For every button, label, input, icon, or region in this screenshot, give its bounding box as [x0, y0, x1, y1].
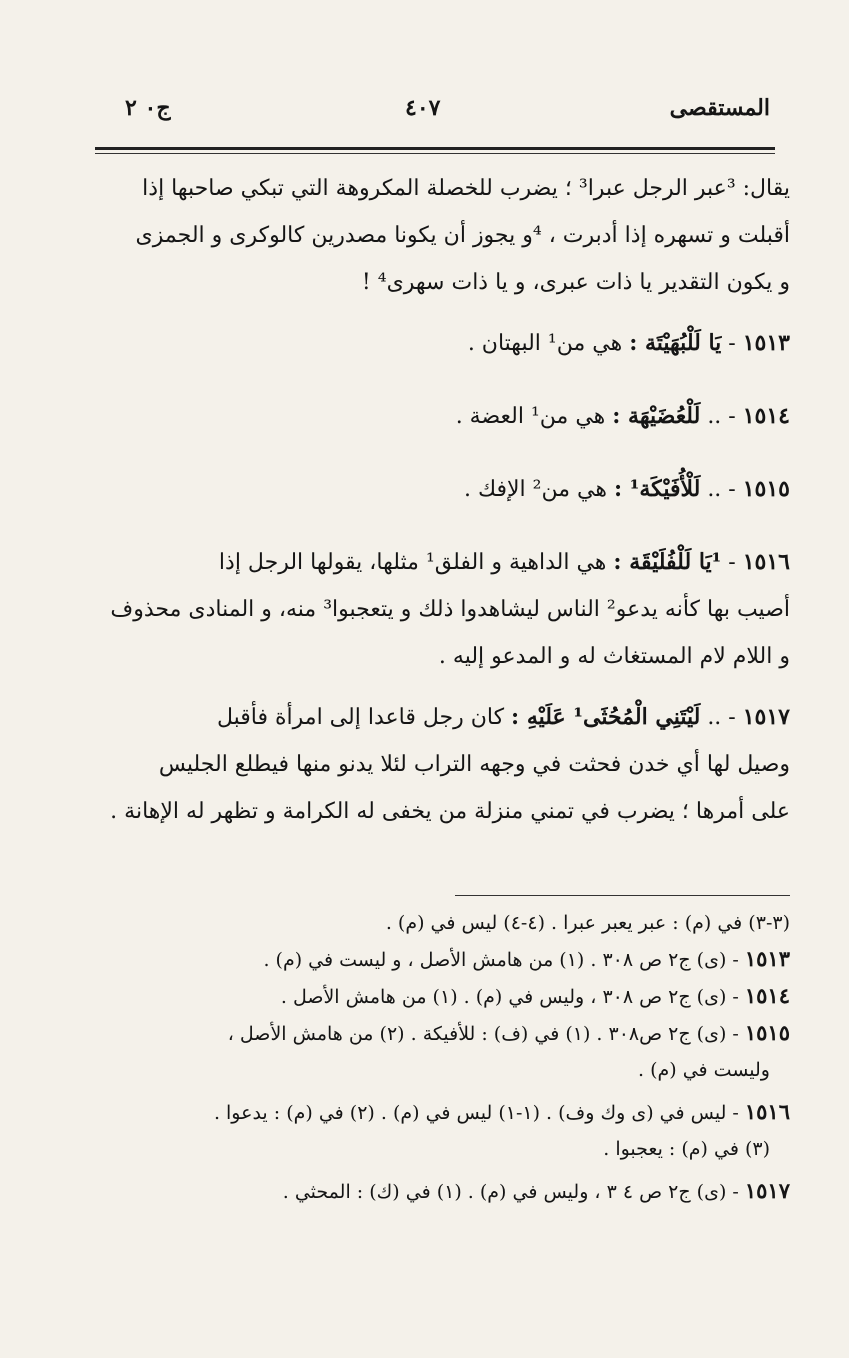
entry-text-line: على أمرها ؛ يضرب في تمني منزلة من يخفى له الكرامة و تظهر له الإهانة . — [110, 799, 790, 824]
entry-1516 — [100, 539, 790, 680]
entry-text: هي الداهية و الفلق¹ مثلها، يقولها الرجل إذا — [218, 550, 607, 575]
entry-text: كان رجل قاعدا إلى امرأة فأقبل — [216, 705, 505, 730]
entry-text-line: وصيل لها أي خدن فحثت في وجهه التراب لئلا يدنو منها فيطلع الجليس — [158, 752, 790, 777]
entry-1514 — [100, 393, 790, 440]
header-rule-thick — [95, 147, 775, 150]
footnote-1516 — [100, 1094, 790, 1131]
entry-number: ١٥١٣ — [742, 330, 790, 356]
footnote-text: - (ى) ج٢ ص ٣٠٨ ، وليس في (م) . (١) من هامش الأصل . — [280, 986, 739, 1008]
footnote-1517 — [100, 1173, 790, 1210]
entry-separator: - — [728, 331, 736, 356]
footnote-continuation: وليست في (م) . — [638, 1059, 770, 1081]
book-title: المستقصى — [669, 95, 770, 121]
entry-headword: ¹يَا لَلْفُلَيْقَة : — [613, 549, 722, 575]
entry-headword: لَلْأُفَيْكَة¹ : — [613, 476, 701, 502]
entry-number: ١٥١٥ — [742, 476, 790, 502]
footnote-number: ١٥١٦ — [744, 1099, 790, 1124]
entry-text-line: و اللام لام المستغاث له و المدعو إليه . — [438, 644, 790, 669]
footnote-divider — [455, 895, 790, 896]
footnote-number: ١٥١٣ — [744, 946, 790, 971]
entry-headword: يَا لَلْبُهَيْتَة : — [629, 330, 722, 356]
entry-1515 — [100, 466, 790, 513]
volume-number: ج٠ ٢ — [125, 95, 171, 121]
entry-text: هي من¹ البهتان . — [467, 331, 623, 356]
entry-headword: لَلْعُضَيْهَة : — [612, 403, 701, 429]
footnote-1515 — [100, 1015, 790, 1052]
entry-separator: - .. — [707, 404, 736, 429]
entry-1513 — [100, 320, 790, 367]
entry-text-line: أصيب بها كأنه يدعو² الناس ليشاهدوا ذلك و يتعجبوا³ منه، و المنادى محذوف — [110, 597, 790, 622]
running-header — [105, 95, 770, 135]
footnote-number: ١٥١٥ — [744, 1020, 790, 1045]
footnote-text: - (ى) ج٢ ص٣٠٨ . (١) في (ف) : للأفيكة . (٢) من هامش الأصل ، — [227, 1023, 739, 1045]
entry-headword: لَيْتَنِي الْمُحُثَى¹ عَلَيْهِ : — [511, 704, 701, 730]
footnote-text: - (ى) ج٢ ص ٤ ٣ ، وليس في (م) . (١) في (ك) : المحثي . — [282, 1181, 739, 1203]
intro-line: يقال: ³عبر الرجل عبرا³ ؛ يضرب للخصلة المكروهة التي تبكي صاحبها إذا — [142, 176, 790, 201]
main-text — [100, 165, 790, 835]
footnote-text: - ليس في (ى وك وف) . (١-١) ليس في (م) . (٢) في (م) : يدعوا . — [213, 1102, 739, 1124]
entry-number: ١٥١٤ — [742, 403, 790, 429]
entry-separator: - .. — [707, 477, 736, 502]
footnote-1514 — [100, 978, 790, 1015]
entry-number: ١٥١٦ — [742, 549, 790, 575]
footnotes — [100, 905, 790, 1210]
footnote-line: (٣-٣) في (م) : عبر يعبر عبرا . (٤-٤) ليس في (م) . — [385, 912, 790, 934]
footnote-text: - (ى) ج٢ ص ٣٠٨ . (١) من هامش الأصل ، و ليست في (م) . — [263, 949, 739, 971]
entry-separator: - .. — [707, 705, 736, 730]
intro-line: و يكون التقدير يا ذات عبرى، و يا ذات سهرى⁴ ! — [361, 270, 790, 295]
footnote-number: ١٥١٤ — [744, 983, 790, 1008]
footnote-continuation: (٣) في (م) : يعجبوا . — [603, 1138, 770, 1160]
header-rule-thin — [95, 153, 775, 154]
entry-separator: - — [728, 550, 736, 575]
page-number: ٤٠٧ — [405, 95, 441, 121]
intro-line: أقبلت و تسهره إذا أدبرت ، ⁴و يجوز أن يكونا مصدرين كالوكرى و الجمزى — [135, 223, 790, 248]
entry-text: هي من¹ العضة . — [455, 404, 606, 429]
entry-1517 — [100, 694, 790, 835]
footnote-number: ١٥١٧ — [744, 1178, 790, 1203]
entry-text: هي من² الإفك . — [463, 477, 607, 502]
entry-number: ١٥١٧ — [742, 704, 790, 730]
footnote-1513 — [100, 941, 790, 978]
